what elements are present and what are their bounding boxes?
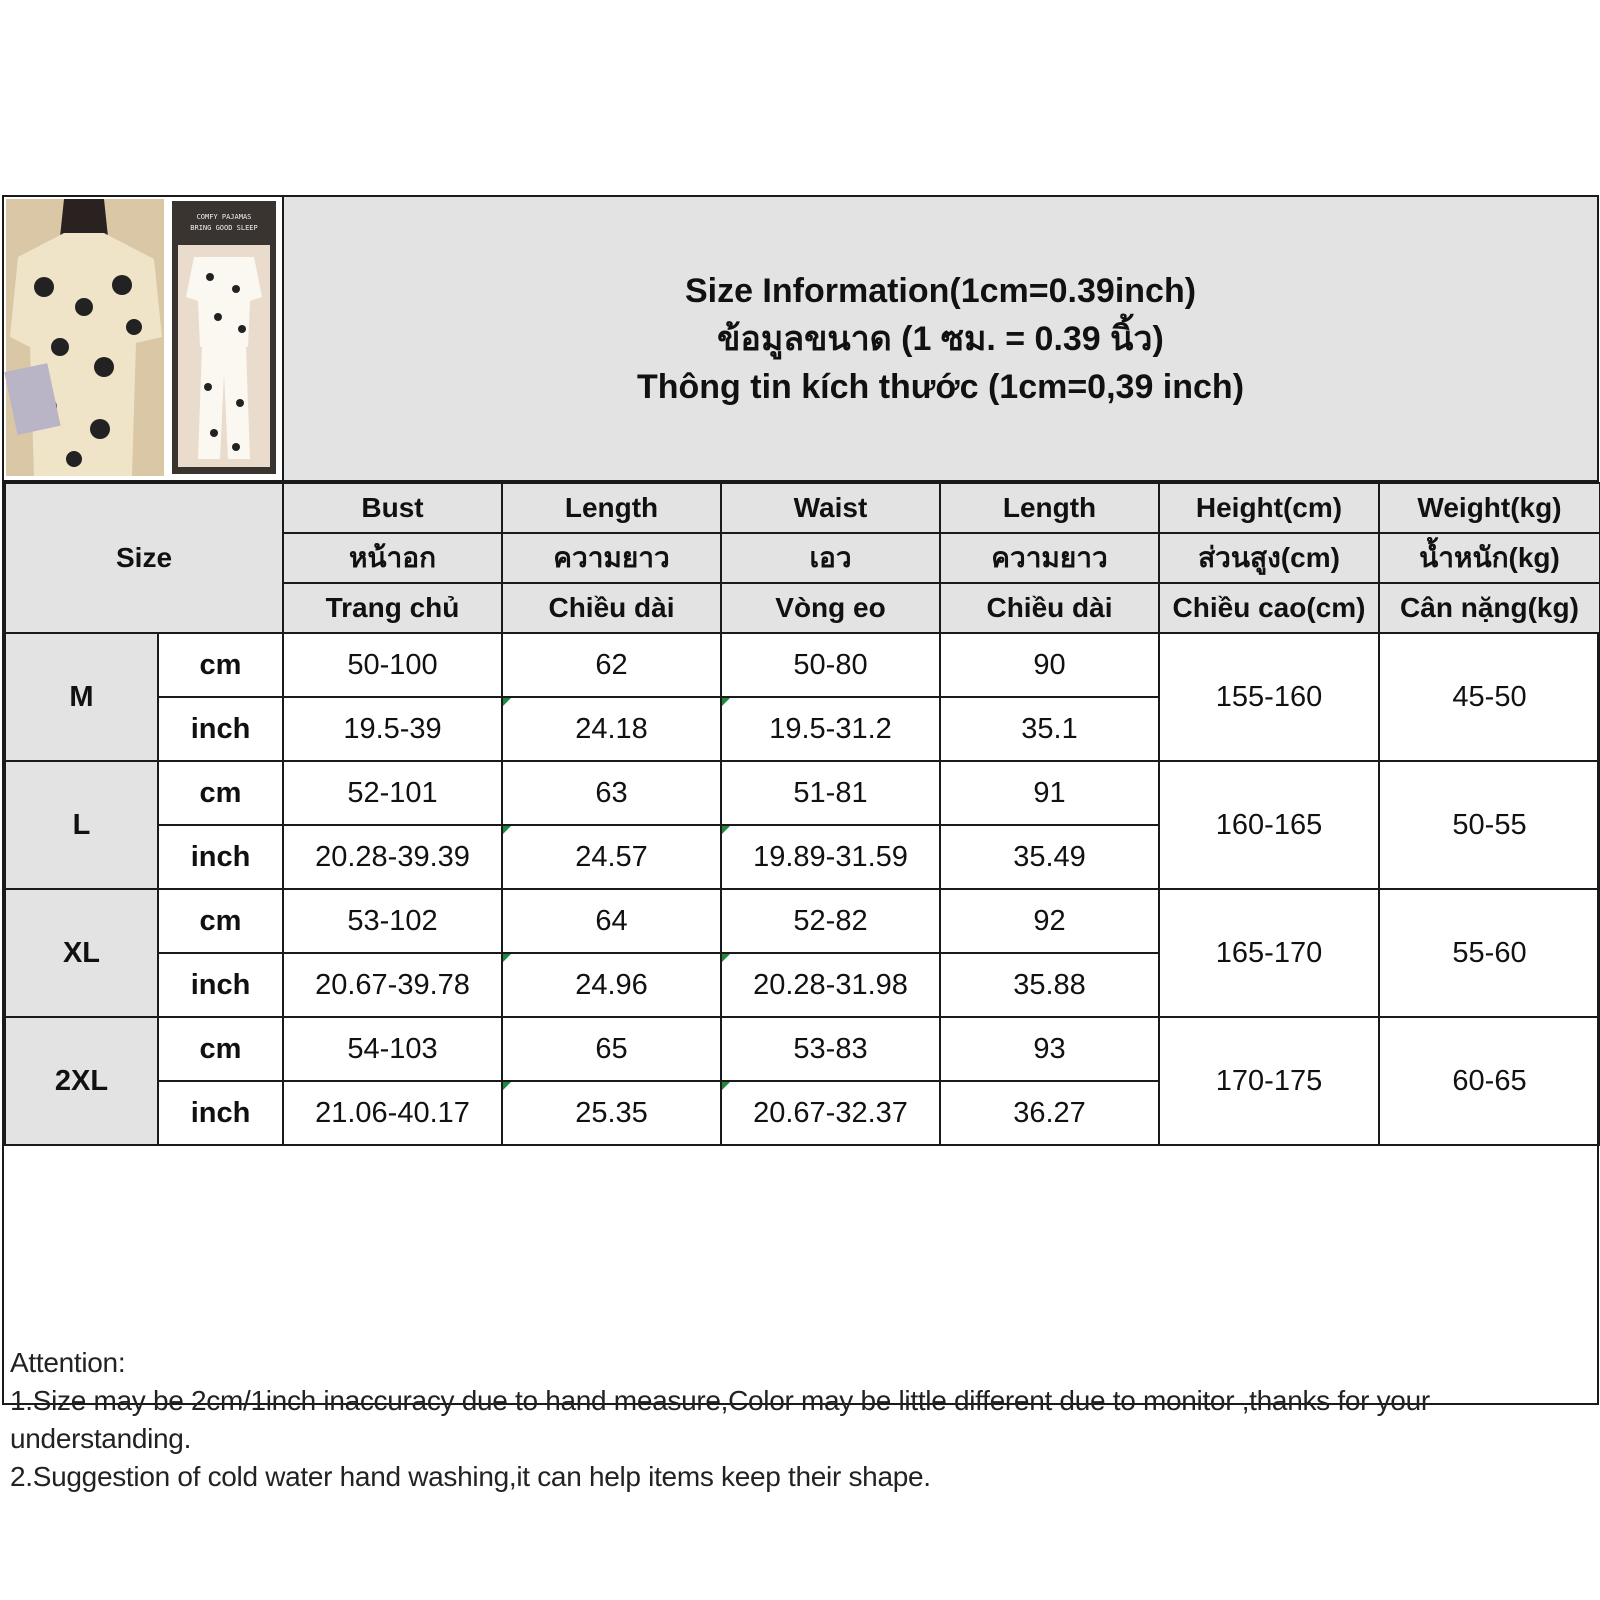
table-cell: 52-101 bbox=[283, 761, 502, 825]
table-cell: 35.88 bbox=[940, 953, 1159, 1017]
table-cell: 19.5-39 bbox=[283, 697, 502, 761]
title-vietnamese: Thông tin kích thước (1cm=0,39 inch) bbox=[636, 367, 1245, 406]
column-header: Height(cm) bbox=[1159, 483, 1379, 533]
table-cell: 51-81 bbox=[721, 761, 940, 825]
title-thai: ข้อมูลขนาด (1 ซม. = 0.39 นิ้ว) bbox=[717, 319, 1164, 358]
table-cell: 160-165 bbox=[1159, 761, 1379, 889]
column-header: Weight(kg) bbox=[1379, 483, 1600, 533]
unit-label: inch bbox=[158, 1081, 283, 1145]
svg-text:BRING GOOD SLEEP: BRING GOOD SLEEP bbox=[190, 224, 258, 232]
table-cell: 62 bbox=[502, 633, 721, 697]
table-cell: 50-100 bbox=[283, 633, 502, 697]
table-row bbox=[5, 889, 1600, 953]
table-cell: 20.28-39.39 bbox=[283, 825, 502, 889]
title-english: Size Information(1cm=0.39inch) bbox=[684, 271, 1197, 310]
column-header: Vòng eo bbox=[721, 583, 940, 633]
unit-label: cm bbox=[158, 1017, 283, 1081]
table-cell: 92 bbox=[940, 889, 1159, 953]
table-cell: 36.27 bbox=[940, 1081, 1159, 1145]
table-cell: 20.67-32.37 bbox=[721, 1081, 940, 1145]
unit-label: cm bbox=[158, 633, 283, 697]
unit-label: cm bbox=[158, 889, 283, 953]
table-cell: 24.57 bbox=[502, 825, 721, 889]
unit-label: inch bbox=[158, 697, 283, 761]
table-cell: 35.49 bbox=[940, 825, 1159, 889]
table-row bbox=[5, 761, 1600, 825]
table-cell: 64 bbox=[502, 889, 721, 953]
table-cell: 170-175 bbox=[1159, 1017, 1379, 1145]
column-header: Chiều dài bbox=[940, 583, 1159, 633]
column-header: Trang chủ bbox=[283, 583, 502, 633]
column-header: ส่วนสูง(cm) bbox=[1159, 533, 1379, 583]
table-cell: 65 bbox=[502, 1017, 721, 1081]
table-cell: 35.1 bbox=[940, 697, 1159, 761]
column-header: ความยาว bbox=[502, 533, 721, 583]
table-cell: 52-82 bbox=[721, 889, 940, 953]
size-information-title bbox=[284, 197, 1597, 482]
table-cell: 45-50 bbox=[1379, 633, 1600, 761]
table-row bbox=[5, 1017, 1600, 1081]
product-photo bbox=[4, 197, 284, 482]
table-cell: 91 bbox=[940, 761, 1159, 825]
column-header: น้ำหนัก(kg) bbox=[1379, 533, 1600, 583]
column-header: Chiều cao(cm) bbox=[1159, 583, 1379, 633]
column-header: ความยาว bbox=[940, 533, 1159, 583]
column-header: เอว bbox=[721, 533, 940, 583]
table-cell: 60-65 bbox=[1379, 1017, 1600, 1145]
pajama-photo-illustration bbox=[4, 197, 280, 478]
notes-heading: Attention: bbox=[10, 1347, 126, 1378]
notes-line-1: 1.Size may be 2cm/1inch inaccuracy due to hand measure,Color may be little different due to monitor ,thanks for your understanding. bbox=[10, 1385, 1430, 1454]
column-header: หน้าอก bbox=[283, 533, 502, 583]
size-label: XL bbox=[5, 889, 158, 1017]
table-cell: 54-103 bbox=[283, 1017, 502, 1081]
column-header: Chiều dài bbox=[502, 583, 721, 633]
column-header: Waist bbox=[721, 483, 940, 533]
table-cell: 55-60 bbox=[1379, 889, 1600, 1017]
unit-label: inch bbox=[158, 825, 283, 889]
size-label: M bbox=[5, 633, 158, 761]
table-cell: 53-102 bbox=[283, 889, 502, 953]
size-column-header: Size bbox=[5, 483, 283, 633]
column-header: Length bbox=[502, 483, 721, 533]
unit-label: cm bbox=[158, 761, 283, 825]
table-cell: 50-80 bbox=[721, 633, 940, 697]
size-chart-sheet bbox=[2, 195, 1599, 1492]
table-cell: 63 bbox=[502, 761, 721, 825]
table-cell: 155-160 bbox=[1159, 633, 1379, 761]
table-cell: 20.28-31.98 bbox=[721, 953, 940, 1017]
table-cell: 20.67-39.78 bbox=[283, 953, 502, 1017]
size-label: 2XL bbox=[5, 1017, 158, 1145]
table-cell: 93 bbox=[940, 1017, 1159, 1081]
table-cell: 50-55 bbox=[1379, 761, 1600, 889]
table-cell: 19.5-31.2 bbox=[721, 697, 940, 761]
table-cell: 21.06-40.17 bbox=[283, 1081, 502, 1145]
table-cell: 19.89-31.59 bbox=[721, 825, 940, 889]
header-row-english bbox=[5, 483, 1600, 533]
table-cell: 25.35 bbox=[502, 1081, 721, 1145]
table-cell: 24.96 bbox=[502, 953, 721, 1017]
attention-notes bbox=[4, 1340, 1597, 1492]
column-header: Length bbox=[940, 483, 1159, 533]
table-cell: 165-170 bbox=[1159, 889, 1379, 1017]
size-table bbox=[4, 482, 1600, 1146]
photo-tag-text: COMFY PAJAMAS bbox=[196, 213, 252, 221]
table-cell: 90 bbox=[940, 633, 1159, 697]
table-cell: 24.18 bbox=[502, 697, 721, 761]
notes-line-2: 2.Suggestion of cold water hand washing,it can help items keep their shape. bbox=[10, 1461, 931, 1492]
size-label: L bbox=[5, 761, 158, 889]
table-cell: 53-83 bbox=[721, 1017, 940, 1081]
column-header: Bust bbox=[283, 483, 502, 533]
unit-label: inch bbox=[158, 953, 283, 1017]
table-row bbox=[5, 633, 1600, 697]
column-header: Cân nặng(kg) bbox=[1379, 583, 1600, 633]
